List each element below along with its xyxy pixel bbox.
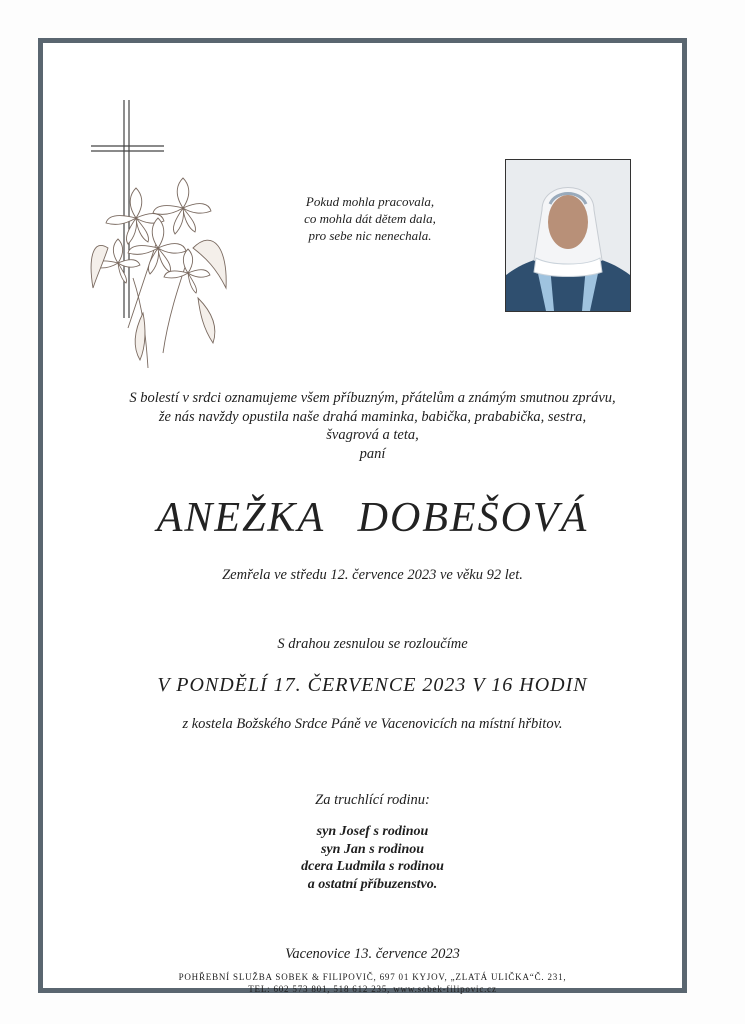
ceremony-date: V PONDĚLÍ 17. ČERVENCE 2023 V 16 HODIN (157, 674, 588, 696)
announcement-line: paní (359, 445, 386, 462)
place-and-date: Vacenovice 13. července 2023 (285, 946, 460, 962)
lily-bouquet-icon (91, 178, 226, 368)
mourner-line: syn Josef s rodinou (316, 824, 429, 839)
announcement-line: že nás navždy opustila naše drahá maminka, babička, prababička, sestra, (158, 408, 587, 425)
portrait-image (506, 160, 630, 311)
poem-line: co mohla dát dětem dala, (304, 211, 436, 226)
announcement-line: švagrová a teta, (326, 427, 419, 443)
poem-line: pro sebe nic nenechala. (308, 228, 432, 243)
deceased-name (60, 493, 685, 543)
cross-flowers-decoration (88, 98, 238, 373)
portrait-photo (505, 159, 631, 312)
mourner-line: syn Jan s rodinou (320, 841, 425, 857)
farewell-intro: S drahou zesnulou se rozloučíme (277, 636, 468, 652)
poem (270, 193, 470, 244)
ceremony-place: z kostela Božského Srdce Páně ve Vacenovicích na místní hřbitov. (182, 716, 563, 732)
death-info: Zemřela ve středu 12. července 2023 ve věku 92 let. (222, 567, 523, 583)
funeral-service-address: POHŘEBNÍ SLUŽBA SOBEK & FILIPOVIČ, 697 01 KYJOV, „ZLATÁ ULIČKA“Č. 231, (178, 972, 567, 982)
poem-line: Pokud mohla pracovala, (305, 194, 435, 209)
deceased-first-name: ANEŽKA (156, 495, 326, 541)
cross-icon (91, 100, 164, 318)
announcement-line: S bolestí v srdci oznamujeme všem příbuzným, přátelům a známým smutnou zprávu, (129, 390, 616, 406)
mourner-line: dcera Ludmila s rodinou (301, 859, 444, 874)
deceased-last-name: DOBEŠOVÁ (357, 495, 589, 541)
mourner-line: a ostatní příbuzenstvo. (307, 876, 438, 892)
mourners-title: Za truchlící rodinu: (315, 792, 430, 808)
mourners-list (60, 823, 685, 893)
announcement (60, 389, 685, 463)
funeral-service-info (60, 971, 685, 995)
funeral-service-contact: TEL: 602 573 801, 518 612 235, www.sobek-filipovic.cz (248, 984, 497, 994)
